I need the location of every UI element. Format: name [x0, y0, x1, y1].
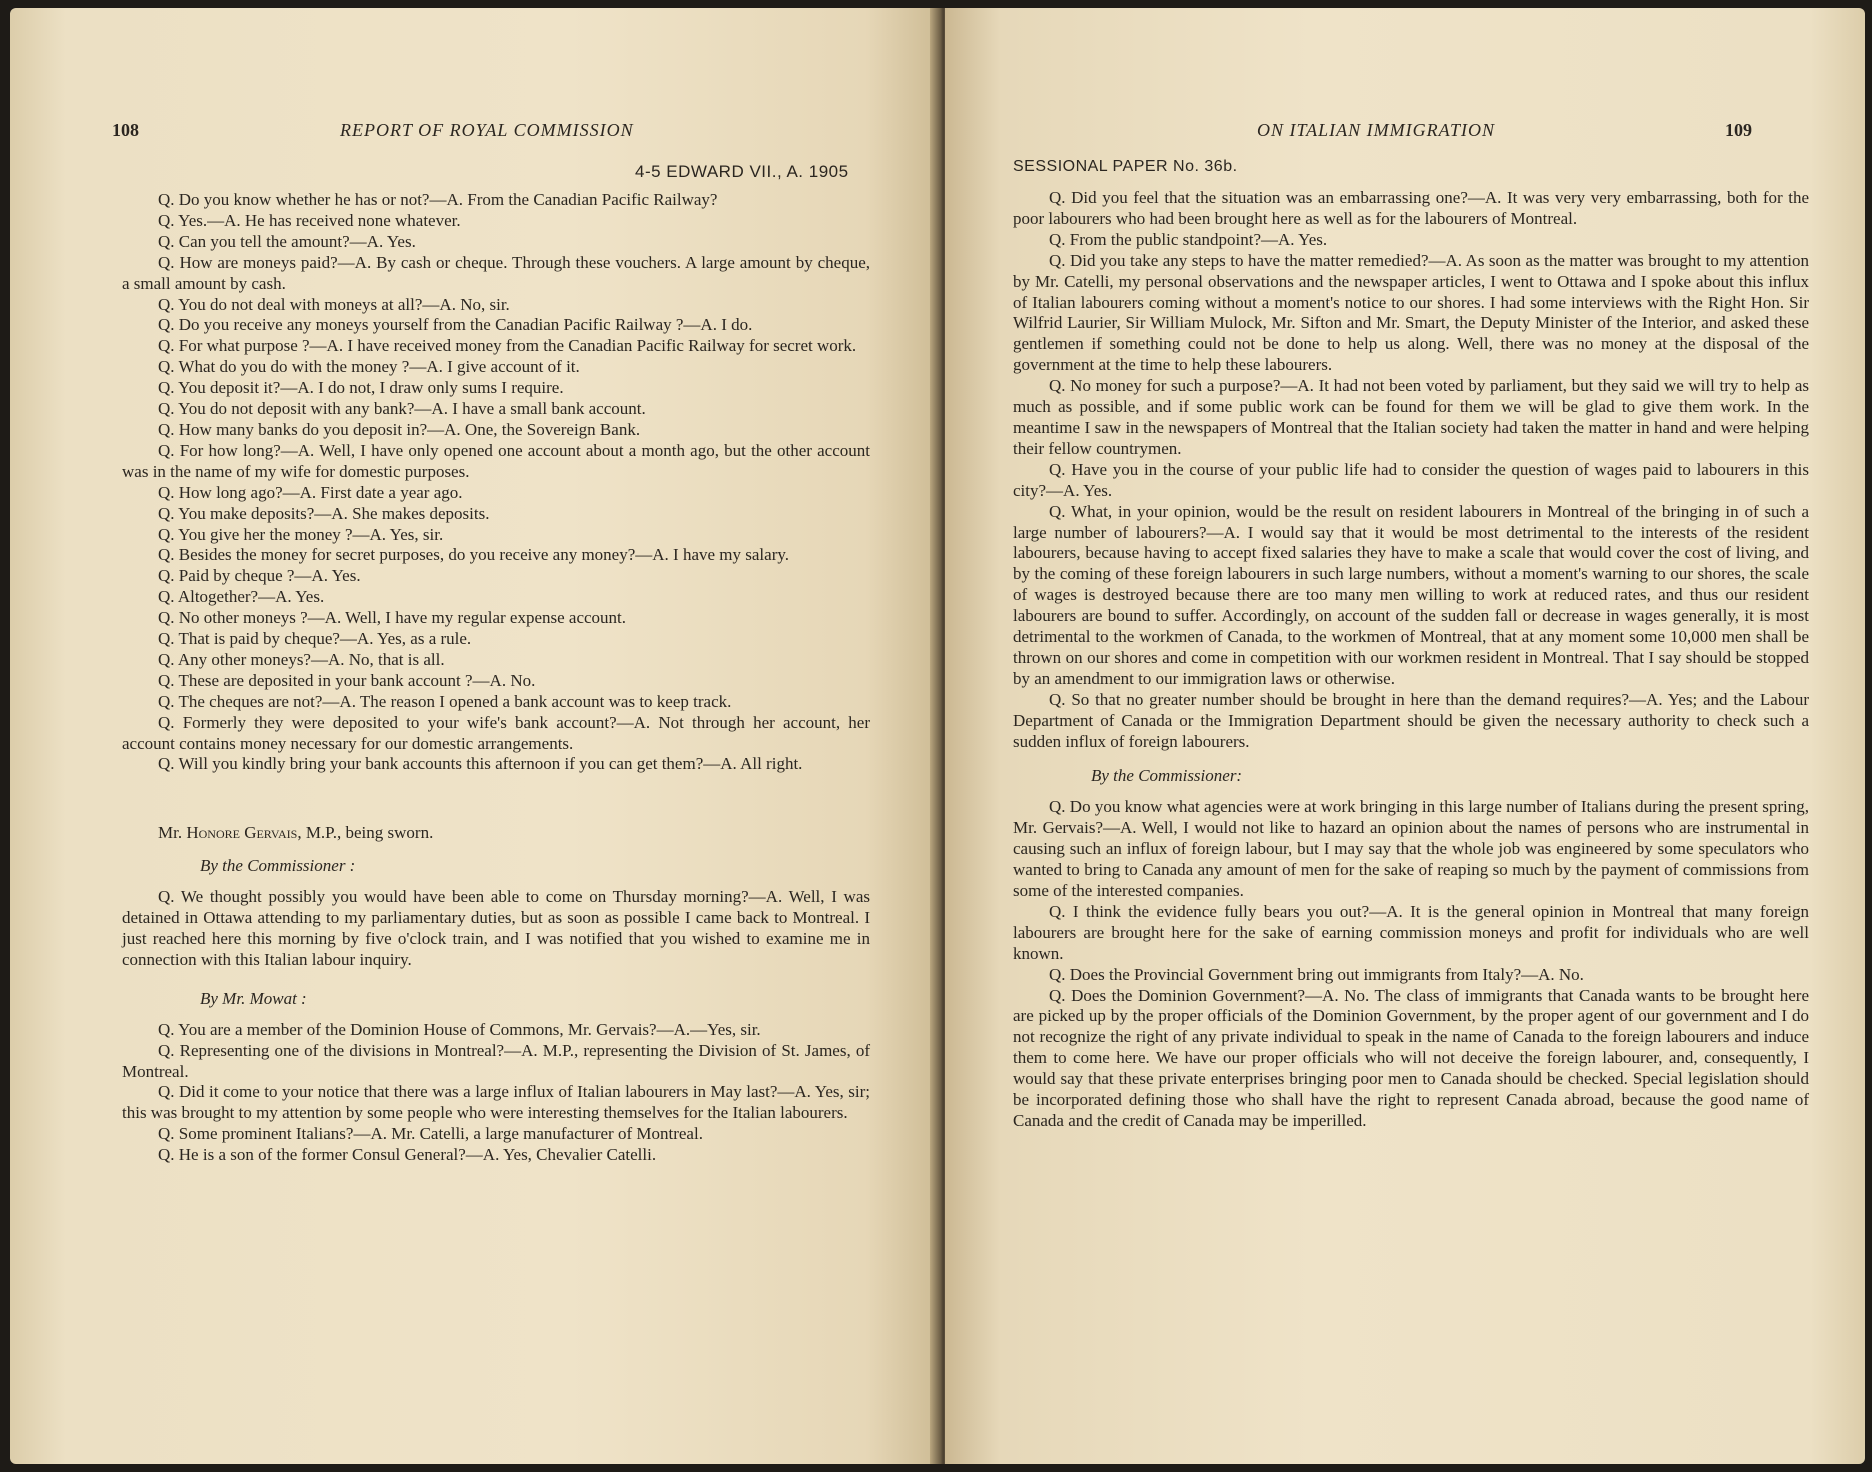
testimony-paragraph: Q. Do you know whether he has or not?—A. From the Canadian Pacific Railway?: [158, 190, 718, 209]
testimony-paragraph: Q. You give her the money ?—A. Yes, sir.: [158, 524, 444, 544]
testimony-paragraph: Q. The cheques are not?—A. The reason I opened a bank account was to keep track.: [158, 691, 732, 711]
testimony-paragraph: Q. Yes.—A. He has received none whatever.: [158, 210, 461, 230]
left-page-number: 108: [112, 120, 139, 140]
testimony-paragraph: Q. So that no greater number should be brought in here than the demand requires?—A. Yes; and the Labour Department of Canada or the Immigration Department should be given the necessary authority to check such a sudden influx of foreign labourers.: [1013, 689, 1809, 751]
testimony-paragraph: Q. These are deposited in your bank account ?—A. No.: [158, 670, 536, 690]
testimony-paragraph: Q. That is paid by cheque?—A. Yes, as a rule.: [158, 629, 472, 649]
testimony-paragraph: Q. Did you feel that the situation was an embarrassing one?—A. It was very very embarrassing, both for the poor labourers who had been brought here as well as for the labourers of Montreal.: [1013, 188, 1809, 228]
heading-by-mr-mowat: By Mr. Mowat :: [200, 988, 307, 1008]
testimony-paragraph: Q. Any other moneys?—A. No, that is all.: [158, 649, 445, 669]
testimony-paragraph: Q. Do you receive any moneys yourself from the Canadian Pacific Railway ?—A. I do.: [158, 315, 753, 335]
testimony-paragraph: Q. You are a member of the Dominion House of Commons, Mr. Gervais?—A.—Yes, sir.: [158, 1019, 761, 1039]
speaker-prefix: Mr.: [158, 823, 183, 843]
testimony-paragraph: Q. Will you kindly bring your bank accounts this afternoon if you can get them?—A. All right.: [158, 754, 803, 774]
testimony-paragraph: Q. What do you do with the money ?—A. I give account of it.: [158, 357, 580, 377]
testimony-paragraph: Q. You do not deposit with any bank?—A. I have a small bank account.: [158, 399, 646, 419]
sessional-paper-line: SESSIONAL PAPER No. 36b.: [1013, 158, 1238, 175]
testimony-paragraph: Q. For what purpose ?—A. I have received money from the Canadian Pacific Railway for secret work.: [158, 336, 857, 356]
left-page: [10, 8, 940, 1464]
volume-line: 4-5 EDWARD VII., A. 1905: [635, 162, 849, 181]
heading-by-commissioner-right: By the Commissioner:: [1091, 766, 1243, 786]
testimony-paragraph: Q. From the public standpoint?—A. Yes.: [1049, 229, 1328, 249]
testimony-paragraph: Q. Have you in the course of your public life had to consider the question of wages paid to labourers in this city?—A. Yes.: [1013, 459, 1809, 500]
testimony-paragraph: Q. Representing one of the divisions in Montreal?—A. M.P., representing the Division of St. James, of Montreal.: [122, 1040, 870, 1081]
testimony-paragraph: Q. Can you tell the amount?—A. Yes.: [158, 231, 416, 251]
right-page-number: 109: [1725, 120, 1752, 140]
testimony-paragraph: Q. How many banks do you deposit in?—A. One, the Sovereign Bank.: [158, 419, 641, 439]
testimony-paragraph: Q. For how long?—A. Well, I have only opened one account about a month ago, but the other account was in the name of my wife for domestic purposes.: [122, 440, 870, 481]
testimony-paragraph: Q. Did you take any steps to have the matter remedied?—A. As soon as the matter was brought to my attention by Mr. Catelli, my personal observations and the newspaper articles, I went to Ottawa and I spoke about this influx of Italian labourers coming without a moment's notice to our shores. I had some interviews with the Right Hon. Sir Wilfrid Laurier, Sir William Mulock, Mr. Sifton and Mr. Smart, the Deputy Minister of the Interior, and asked these gentlemen if something could not be done to help us along. Well, there was no money at the disposal of the government at the time to help these labourers.: [1013, 250, 1809, 375]
testimony-paragraph: Q. He is a son of the former Consul General?—A. Yes, Chevalier Catelli.: [158, 1145, 657, 1165]
testimony-paragraph: Q. What, in your opinion, would be the result on resident labourers in Montreal of the bringing in of such a large number of labourers?—A. I would say that it would be most detrimental to the interests of the resident labourers, because having to accept fixed salaries they have to make a scale that would cover the cost of living, and by the coming of these foreign labourers in such large numbers, without a moment's warning to our shores, the scale of wages is destroyed because there are too many men willing to work at reduced rates, and thus our resident labourers are bound to suffer. Accordingly, on account of the sudden fall or decrease in wages generally, it is most detrimental to the workmen of Canada, to the workmen of Montreal, that at any moment some 10,000 men shall be thrown on our shores and come in competition with our workmen resident in Montreal. That I say should be stopped by an amendment to our immigration laws or otherwise.: [1013, 501, 1809, 688]
testimony-paragraph: Q. Some prominent Italians?—A. Mr. Catelli, a large manufacturer of Montreal.: [158, 1124, 703, 1144]
speaker-suffix: , M.P., being sworn.: [297, 823, 434, 843]
testimony-paragraph: Q. How long ago?—A. First date a year ago.: [158, 482, 463, 502]
testimony-paragraph: Q. No other moneys ?—A. Well, I have my regular expense account.: [158, 608, 627, 628]
testimony-paragraph: Q. How are moneys paid?—A. By cash or cheque. Through these vouchers. A large amount by cheque, a small amount by cash.: [122, 252, 870, 293]
right-page: [945, 8, 1865, 1464]
testimony-paragraph: Q. Paid by cheque ?—A. Yes.: [158, 566, 361, 586]
left-running-title: REPORT OF ROYAL COMMISSION: [340, 120, 634, 140]
testimony-paragraph: Q. Do you know what agencies were at work bringing in this large number of Italians during the present spring, Mr. Gervais?—A. Well, I would not like to hazard an opinion about the names of persons who are instrumental in causing such an influx of foreign labour, but I may say that the whole job was engineered by some speculators who wanted to bring to Canada any amount of men for the sake of reaping so much by the payment of commissions from some of the interested companies.: [1013, 797, 1809, 900]
testimony-paragraph: Q. We thought possibly you would have been able to come on Thursday morning?—A. Well, I was detained in Ottawa attending to my parliamentary duties, but as soon as possible I came back to Montreal. I just reached here this morning by five o'clock train, and I was notified that you wished to examine me in connection with this Italian labour inquiry.: [122, 887, 870, 969]
testimony-paragraph: Q. Besides the money for secret purposes, do you receive any money?—A. I have my salary.: [158, 545, 790, 565]
right-running-title: ON ITALIAN IMMIGRATION: [1257, 120, 1495, 140]
left-page-body: [122, 190, 870, 1166]
heading-by-commissioner-left: By the Commissioner :: [200, 856, 356, 876]
testimony-paragraph: Q. Does the Provincial Government bring out immigrants from Italy?—A. No.: [1049, 964, 1584, 984]
speaker-line: [122, 823, 870, 844]
testimony-paragraph: Q. You make deposits?—A. She makes deposits.: [158, 503, 490, 523]
testimony-paragraph: Q. Does the Dominion Government?—A. No. The class of immigrants that Canada wants to be brought here are picked up by the proper officials of the Dominion Government, by the proper agent of our government and I do not recognize the right of any private individual to speak in the name of Canada to the foreign labourers and induce them to come here. We have our proper officials who will not deceive the foreign labourer, and, consequently, I would say that these private enterprises bringing poor men to Canada should be checked. Special legislation should be incorporated defining those who shall have the right to represent Canada abroad, because the good name of Canada and the credit of Canada may be imperilled.: [1013, 985, 1809, 1130]
testimony-paragraph: Q. Altogether?—A. Yes.: [158, 587, 325, 607]
speaker-name: Honore Gervais: [186, 823, 298, 843]
testimony-paragraph: Q. You deposit it?—A. I do not, I draw only sums I require.: [158, 378, 564, 398]
right-page-body: [1013, 188, 1809, 1132]
testimony-paragraph: Q. I think the evidence fully bears you out?—A. It is the general opinion in Montreal that many foreign labourers are brought here for the sake of earning commission moneys and profit for individuals who are well known.: [1013, 901, 1809, 963]
testimony-paragraph: Q. Formerly they were deposited to your wife's bank account?—A. Not through her account, her account contains money necessary for our domestic arrangements.: [122, 712, 870, 753]
testimony-paragraph: Q. You do not deal with moneys at all?—A. No, sir.: [158, 294, 510, 314]
testimony-paragraph: Q. No money for such a purpose?—A. It had not been voted by parliament, but they said we will try to help as much as possible, and if some public work can be found for them we will be glad to give them work. In the meantime I saw in the newspapers of Montreal that the Italian society had taken the matter in hand and were helping their fellow countrymen.: [1013, 376, 1809, 458]
testimony-paragraph: Q. Did it come to your notice that there was a large influx of Italian labourers in May last?—A. Yes, sir; this was brought to my attention by some people who were interesting themselves for the Italian labourers.: [122, 1082, 870, 1123]
